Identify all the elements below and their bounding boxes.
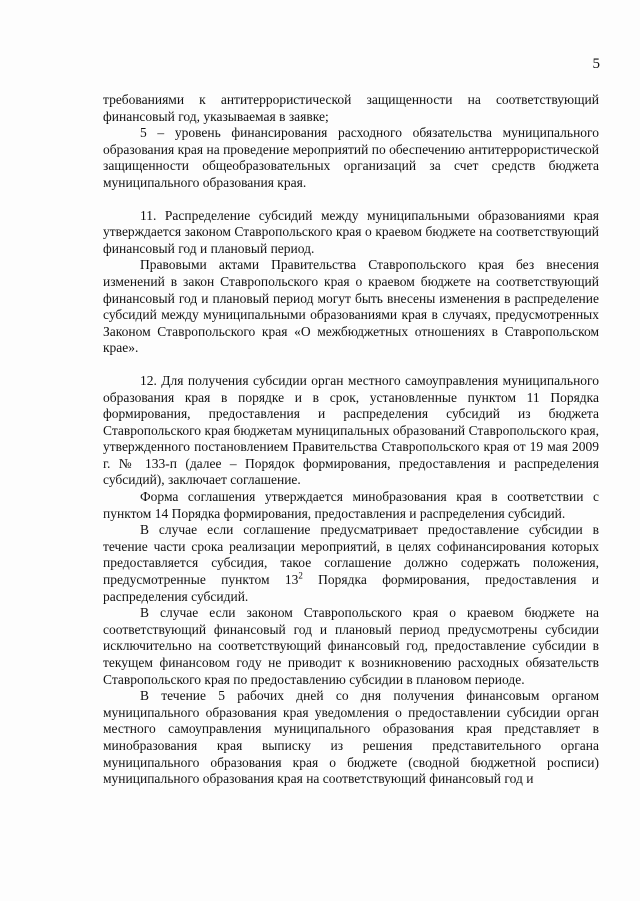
paragraph-partial-term-tail: Порядка формирования, предоставления и распределения субсидий. <box>103 572 599 604</box>
paragraph-legal-acts: Правовыми актами Правительства Ставропольского края без внесения изменений в закон Ставропольского края о краевом бюджете на соответствующий финансовый год и плановый период могут быть внесены изменения в распределение субсидий между муниципальными образованиями края в случаях, предусмотренных Законом Ставропольского края «О межбюджетных отношениях в Ставропольском крае». <box>103 257 599 356</box>
document-body <box>103 92 599 788</box>
paragraph-partial-term-text: В случае если соглашение предусматривает предоставление субсидии в течение части срока реализации мероприятий, в целях софинансирования которых предоставляется субсидия, такое соглашение должно содержать положения, предусмотренные пунктом 13 <box>103 522 599 588</box>
paragraph-five-days: В течение 5 рабочих дней со дня получения финансовым органом муниципального образования края уведомления о предоставлении субсидии орган местного самоуправления муниципального образования края представляет в минобразования края выписку из решения представительного органа муниципального образования края о бюджете (сводной бюджетной росписи) муниципального образования края на соответствующий финансовый год и <box>103 688 599 787</box>
paragraph-point-12: 12. Для получения субсидии орган местного самоуправления муниципального образования края в порядке и в срок, установленные пунктом 11 Порядка формирования, предоставления и распределения субсидий из бюджета Ставропольского края бюджетам муниципальных образований Ставропольского края, утвержденного постановлением Правительства Ставропольского края от 19 мая 2009 г. № 133-п (далее – Порядок формирования, предоставления и распределения субсидий), заключает соглашение. <box>103 372 599 488</box>
superscript-2: 2 <box>298 570 303 581</box>
paragraph-point-11: 11. Распределение субсидий между муниципальными образованиями края утверждается законом Ставропольского края о краевом бюджете на соответствующий финансовый год и плановый период. <box>103 207 599 256</box>
paragraph-agreement-form: Форма соглашения утверждается минобразования края в соответствии с пунктом 14 Порядка формирования, предоставления и распределения субсидий. <box>103 489 599 521</box>
page-number: 5 <box>592 56 600 72</box>
paragraph-continuation: требованиями к антитеррористической защищенности на соответствующий финансовый год, указываемая в заявке; <box>103 92 599 124</box>
paragraph-formula-item-5: 5 – уровень финансирования расходного обязательства муниципального образования края на проведение мероприятий по обеспечению антитеррористической защищенности общеобразовательных организаций за счет средств бюджета муниципального образования края. <box>103 125 599 190</box>
paragraph-budget-law: В случае если законом Ставропольского края о краевом бюджете на соответствующий финансовый год и плановый период предусмотрены субсидии исключительно на соответствующий финансовый год, предоставление субсидии в текущем финансовом году не приводит к возникновению расходных обязательств Ставропольского края по предоставлению субсидии в плановом периоде. <box>103 605 599 687</box>
paragraph-partial-term <box>103 522 599 605</box>
